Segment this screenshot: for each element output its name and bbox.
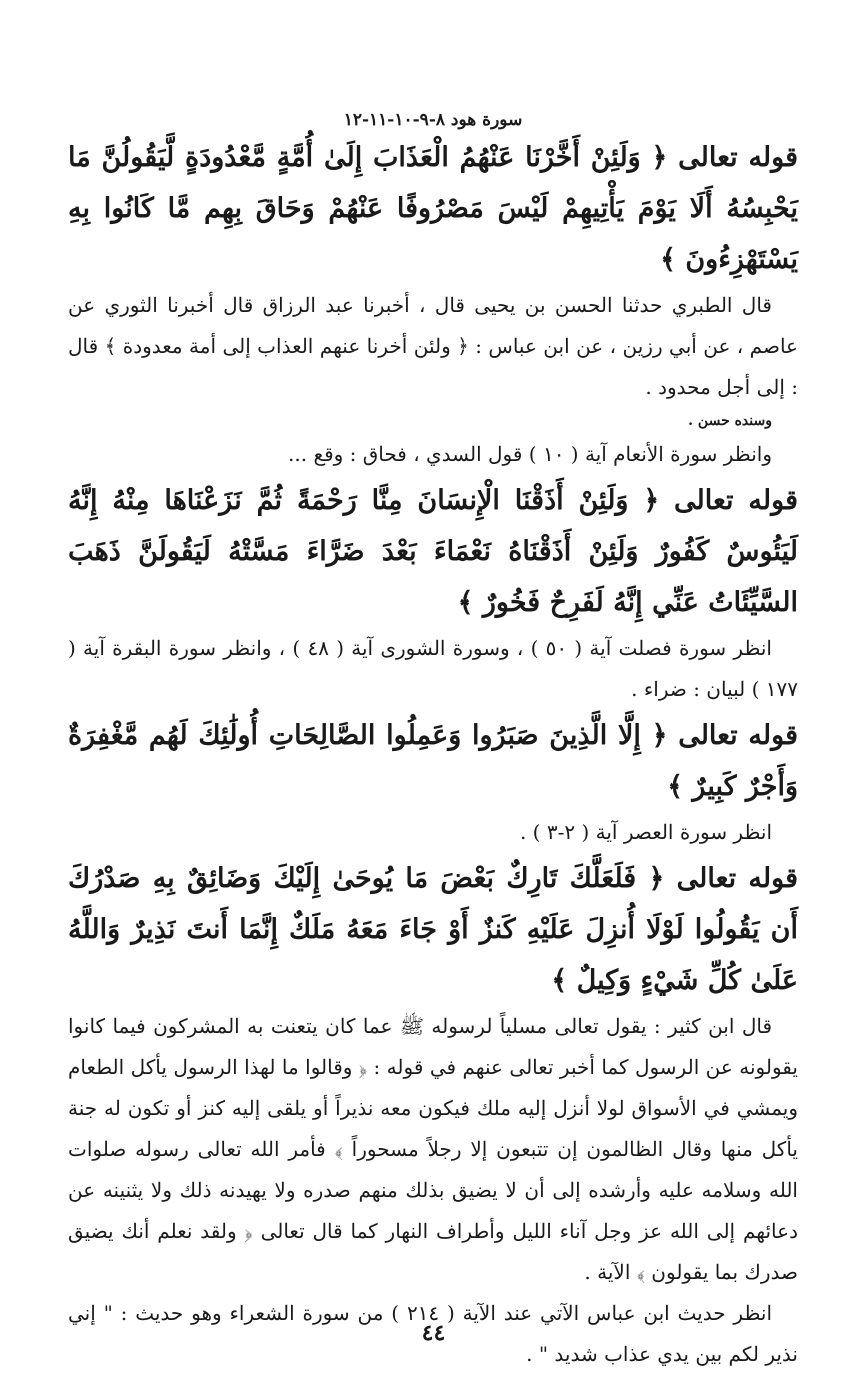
verse-block-3: قوله تعالى ﴿ إِلَّا الَّذِينَ صَبَرُوا وَعَمِلُوا الصَّالِحَاتِ أُولَٰئِكَ لَهُم مَّغْفِرَةٌ وَأَجْرٌ كَبِيرٌ ﴾: [68, 720, 798, 802]
cross-reference-4: انظر حديث ابن عباس الآتي عند الآية ( ٢١٤ ) من سورة الشعراء وهو حديث : " إني نذير لكم بين يدي عذاب شديد " .: [68, 1301, 798, 1366]
cross-reference-3: انظر سورة العصر آية ( ٢-٣ ) .: [519, 820, 772, 844]
verse-block-4: قوله تعالى ﴿ فَلَعَلَّكَ تَارِكٌ بَعْضَ مَا يُوحَىٰ إِلَيْكَ وَضَائِقٌ بِهِ صَدْرُكَ أَن يَقُولُوا لَوْلَا أُنزِلَ عَلَيْهِ كَنزٌ أَوْ جَاءَ مَعَهُ مَلَكٌ إِنَّمَا أَنتَ نَذِيرٌ وَاللَّهُ عَلَىٰ كُلِّ شَيْءٍ وَكِيلٌ ﴾: [68, 863, 798, 996]
cross-reference-2: انظر سورة فصلت آية ( ٥٠ ) ، وسورة الشورى آية ( ٤٨ ) ، وانظر سورة البقرة آية ( ١٧٧ ) لبيان : ضراء .: [68, 636, 798, 701]
page-content: [68, 110, 798, 1375]
page-number: ٤٤: [421, 1320, 446, 1346]
commentary-paragraph-1: قال الطبري حدثنا الحسن بن يحيى قال ، أخبرنا عبد الرزاق قال أخبرنا الثوري عن عاصم ، عن أبي رزين ، عن ابن عباس : ﴿ ولئن أخرنا عنهم العذاب إلى أمة معدودة ﴾ قال : إلى أجل محدود .: [68, 293, 798, 399]
verse-block-1: قوله تعالى ﴿ وَلَئِنْ أَخَّرْنَا عَنْهُمُ الْعَذَابَ إِلَىٰ أُمَّةٍ مَّعْدُودَةٍ لَّيَقُولُنَّ مَا يَحْبِسُهُ أَلَا يَوْمَ يَأْتِيهِمْ لَيْسَ مَصْرُوفًا عَنْهُمْ وَحَاقَ بِهِم مَّا كَانُوا بِهِ يَسْتَهْزِءُونَ ﴾: [68, 142, 798, 275]
commentary-paragraph-2: قال ابن كثير : يقول تعالى مسلياً لرسوله ﷺ عما كان يتعنت به المشركون فيما كانوا يقولونه عن الرسول كما أخبر تعالى عنهم في قوله : ﴿ وقالوا ما لهذا الرسول يأكل الطعام ويمشي في الأسواق لولا أنزل إليه ملك فيكون معه نذيراً أو يلقى إليه كنز أو تكون له جنة يأكل منها وقال الظالمون إن تتبعون إلا رجلاً مسحوراً ﴾ فأمر الله تعالى رسوله صلوات الله وسلامه عليه وأرشده إلى أن لا يضيق بذلك منهم صدره ولا يهيدنه ذلك ولا يثنينه عن دعائهم إلى الله عز وجل آناء الليل وأطراف النهار كما قال تعالى ﴿ ولقد نعلم أنك يضيق صدرك بما يقولون ﴾ الآية .: [68, 1014, 798, 1284]
running-header: سورة هود ٨-٩-١٠-١١-١٢: [343, 110, 523, 130]
verse-block-2: قوله تعالى ﴿ وَلَئِنْ أَذَقْنَا الْإِنسَانَ مِنَّا رَحْمَةً ثُمَّ نَزَعْنَاهَا مِنْهُ إِنَّهُ لَيَئُوسٌ كَفُورٌ وَلَئِنْ أَذَقْنَاهُ نَعْمَاءَ بَعْدَ ضَرَّاءَ مَسَّتْهُ لَيَقُولَنَّ ذَهَبَ السَّيِّئَاتُ عَنِّي إِنَّهُ لَفَرِحٌ فَخُورٌ ﴾: [68, 485, 798, 618]
cross-reference-1: وانظر سورة الأنعام آية ( ١٠ ) قول السدي ، فحاق : وقع ...: [288, 442, 772, 466]
chain-grade-note: وسنده حسن .: [688, 413, 772, 429]
